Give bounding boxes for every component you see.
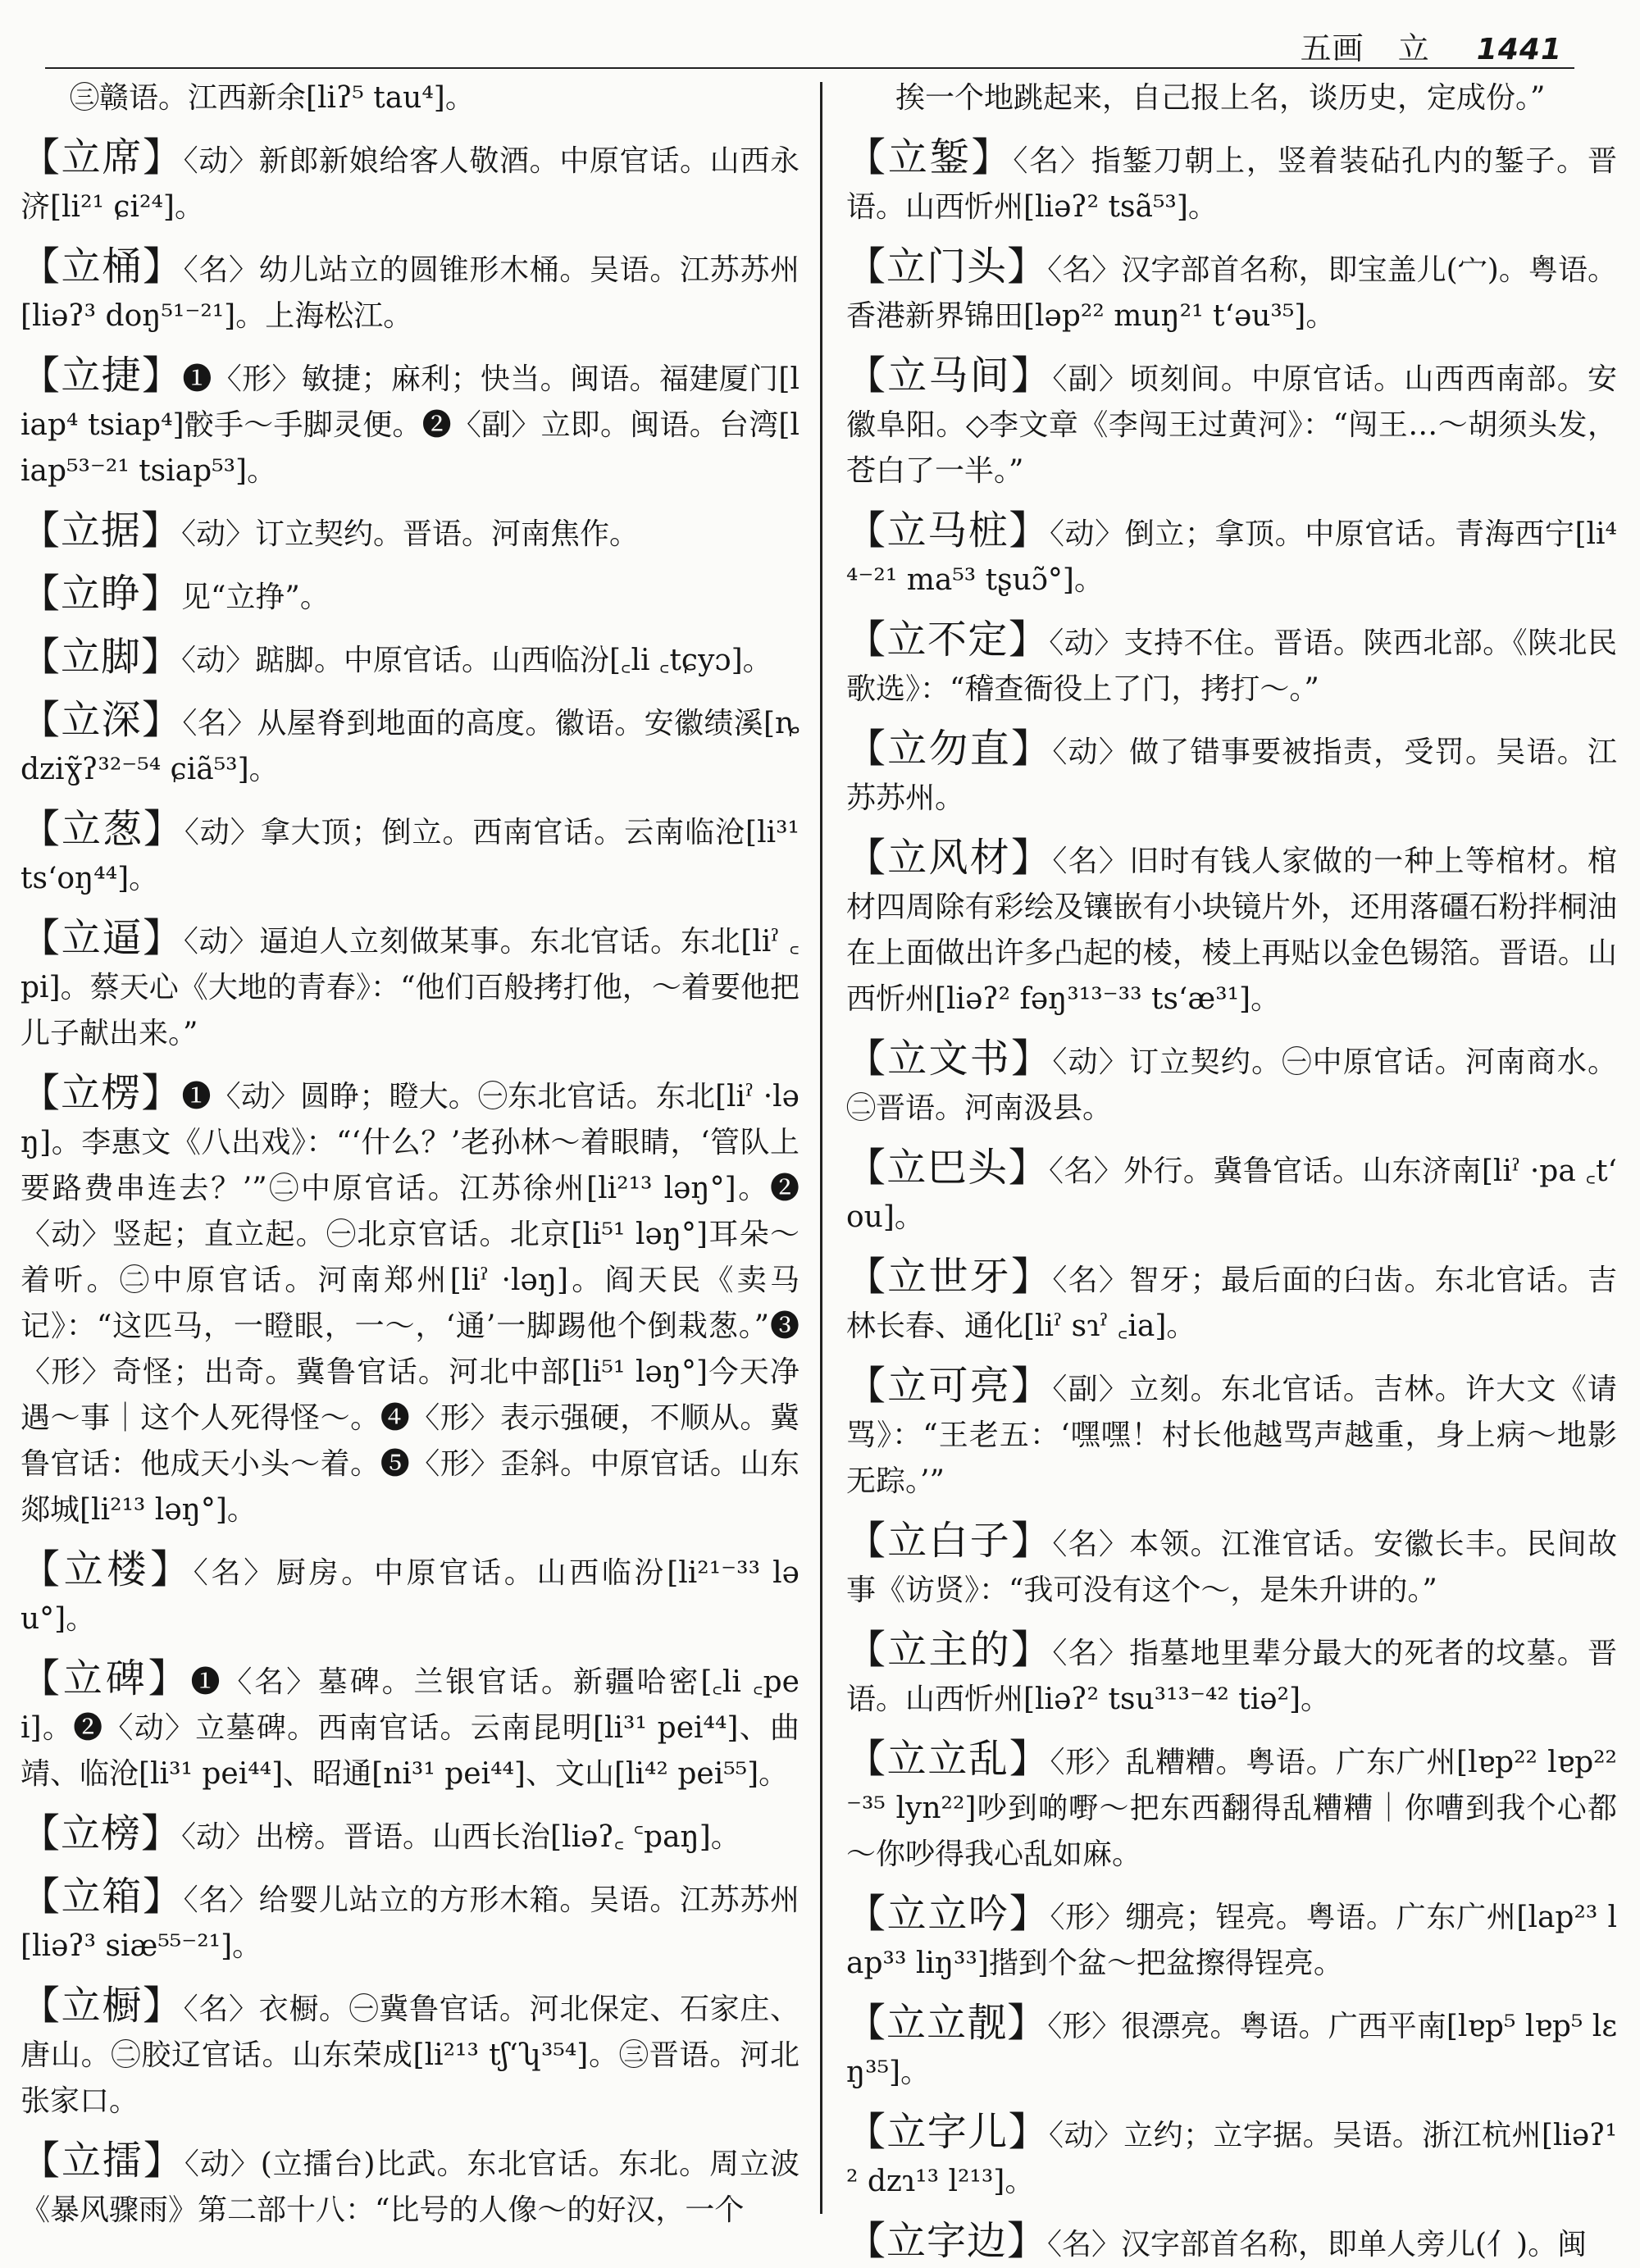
dictionary-entry: [846, 1254, 1617, 1350]
definition: 〈形〉很漂亮。粤语。广西平南[lɐp⁵ lɐp⁵ lɛŋ³⁵]。: [846, 2010, 1617, 2089]
definition: ❶〈形〉敏捷；麻利；快当。闽语。福建厦门[liap⁴ tsiap⁴]骹手～手脚灵便。❷〈副〉立即。闽语。台湾[liap⁵³⁻²¹ tsiap⁵³]。: [20, 362, 800, 488]
dictionary-entry: [846, 617, 1617, 713]
dictionary-entry: [846, 1036, 1617, 1132]
headword: 【立榜】: [20, 1810, 182, 1856]
definition: 〈名〉从屋脊到地面的高度。徽语。安徽绩溪[ȵdziɣ̃ʔ³²⁻⁵⁴ ɕiã⁵³]。: [20, 707, 800, 786]
definition: 〈名〉外行。冀鲁官话。山东济南[liˀ ·pa ꜀tʻou]。: [846, 1154, 1617, 1234]
headword: 【立逼】: [20, 915, 184, 961]
definition: 〈动〉逼迫人立刻做某事。东北官话。东北[liˀ ꜀pi]。蔡天心《大地的青春》：“他们百般拷打他，～着要他把儿子献出来。”: [20, 925, 800, 1050]
dictionary-entry: [846, 2109, 1617, 2205]
headword: 【立文书】: [846, 1036, 1053, 1082]
headword: 【立橱】: [20, 1983, 184, 2029]
definition: 〈动〉(立擂台)比武。东北官话。东北。周立波《暴风骤雨》第二部十八：“比号的人像～的好汉，一个: [20, 2147, 800, 2227]
left-column: [20, 75, 800, 2227]
headword: 【立风材】: [846, 835, 1053, 881]
definition: 〈动〉订立契约。晋语。河南焦作。: [181, 517, 640, 551]
dictionary-entry: [20, 915, 800, 1057]
dictionary-entry: [20, 2138, 800, 2234]
entry-list: [20, 134, 800, 2234]
dictionary-entry: [846, 1518, 1617, 1614]
entry-continuation: 挨一个地跳起来，自己报上名，谈历史，定成份。”: [895, 81, 1546, 115]
definition: ❶〈动〉圆睁；瞪大。㊀东北官话。东北[liˀ ·ləŋ]。李惠文《八出戏》：“‘什么？’老孙林～着眼睛，‘管队上要路费串连去？’”㊁中原官话。江苏徐州[li²¹³ ləŋ°]。❷〈动〉竖起；直立起。㊀北京官话。北京[li⁵¹ ləŋ°]耳朵～着听。㊁中原官话。河南郑州[liˀ ·ləŋ]。阎天民《卖马记》：“这匹马，一瞪眼，一～，‘通’一脚踢他个倒栽葱。”❸〈形〉奇怪；出奇。冀鲁官话。河北中部[li⁵¹ ləŋ°]今天净遇～事｜这个人死得怪～。❹〈形〉表示强硬，不顺从。冀鲁官话：他成天小头～着。❺〈形〉歪斜。中原官话。山东郯城[li²¹³ ləŋ°]。: [20, 1080, 800, 1527]
radical-label: 立: [1397, 30, 1430, 66]
headword: 【立马间】: [846, 353, 1053, 398]
definition: 〈副〉顷刻间。中原官话。山西西南部。安徽阜阳。◇李文章《李闯王过黄河》：“闯王…～胡须头发，苍白了一半。”: [846, 362, 1617, 488]
dictionary-entry: [20, 1546, 800, 1642]
definition: 〈名〉本领。江淮官话。安徽长丰。民间故事《访贤》：“我可没有这个～，是朱升讲的。”: [846, 1528, 1617, 1607]
dictionary-entry: [846, 1891, 1617, 1987]
dictionary-entry: [846, 134, 1617, 230]
definition: 〈动〉新郎新娘给客人敬酒。中原官话。山西永济[li²¹ ɕi²⁴]。: [20, 144, 800, 224]
headword: 【立马桩】: [846, 508, 1050, 553]
dictionary-entry: [20, 697, 800, 793]
dictionary-entry: [846, 835, 1617, 1022]
headword: 【立白子】: [846, 1518, 1053, 1564]
dictionary-entry: [846, 244, 1617, 339]
headword: 【立睁】: [20, 571, 182, 617]
dictionary-entry: [20, 244, 800, 339]
headword: 【立立靓】: [846, 2000, 1048, 2046]
definition: ❶〈名〉墓碑。兰银官话。新疆哈密[꜀li ꜀pei]。❷〈动〉立墓碑。西南官话。云南昆明[li³¹ pei⁴⁴]、曲靖、临沧[li³¹ pei⁴⁴]、昭通[ni³¹ pei⁴⁴]、文山[li⁴² pei⁵⁵]。: [20, 1665, 800, 1791]
headword: 【立据】: [20, 508, 182, 553]
headword: 【立桶】: [20, 244, 184, 289]
dictionary-entry: [846, 508, 1617, 603]
headword: 【立席】: [20, 134, 184, 180]
dictionary-entry: [20, 1874, 800, 1970]
definition: 〈名〉衣橱。㊀冀鲁官话。河北保定、石家庄、唐山。㊁胶辽官话。山东荣成[li²¹³ tʃʻʮ³⁵⁴]。㊂晋语。河北张家口。: [20, 1992, 800, 2118]
headword: 【立可亮】: [846, 1363, 1053, 1409]
definition: 〈动〉支持不住。晋语。陕西北部。《陕北民歌选》：“稽查衙役上了门，拷打～。”: [846, 626, 1617, 706]
definition: 〈名〉汉字部首名称，即单人旁儿(亻)。闽: [1047, 2228, 1588, 2261]
dictionary-entry: [846, 1736, 1617, 1878]
headword: 【立字儿】: [846, 2109, 1050, 2155]
definition: 〈名〉厨房。中原官话。山西临汾[li²¹⁻³³ ləu°]。: [20, 1556, 800, 1636]
dictionary-entry: [20, 1070, 800, 1533]
headword: 【立世牙】: [846, 1254, 1053, 1300]
headword: 【立錾】: [846, 134, 1014, 180]
definition: 〈名〉指墓地里辈分最大的死者的坟墓。晋语。山西忻州[liəʔ² tsu³¹³⁻⁴² tiə²]。: [846, 1637, 1617, 1716]
headword: 【立楼】: [20, 1546, 194, 1592]
headword: 【立楞】: [20, 1070, 182, 1116]
headword: 【立脚】: [20, 634, 182, 680]
definition: 〈名〉智牙；最后面的臼齿。东北官话。吉林长春、通化[liˀ sɿˀ ꜀ia]。: [846, 1264, 1617, 1343]
dictionary-entry: [846, 2000, 1617, 2096]
dictionary-entry: [20, 571, 800, 621]
dictionary-entry: [20, 353, 800, 494]
definition: 〈名〉给婴儿站立的方形木箱。吴语。江苏苏州[liəʔ³ siæ⁵⁵⁻²¹]。: [20, 1883, 800, 1963]
definition: 〈名〉汉字部首名称，即宝盖儿(宀)。粤语。香港新界锦田[ləp²² muŋ²¹ tʻəu³⁵]。: [846, 253, 1617, 333]
dictionary-entry: [20, 806, 800, 902]
dictionary-entry: [846, 2218, 1617, 2268]
headword: 【立字边】: [846, 2218, 1048, 2264]
definition: 〈名〉指錾刀朝上，竖着装砧孔内的錾子。晋语。山西忻州[liəʔ² tsã⁵³]。: [846, 144, 1617, 224]
definition: 〈形〉乱糟糟。粤语。广东广州[lɐp²² lɐp²²⁻³⁵ lyn²²]吵到啲嘢～把东西翻得乱糟糟｜你嘈到我个心都～你吵得我心乱如麻。: [846, 1746, 1617, 1871]
definition: 〈动〉做了错事要被指责，受罚。吴语。江苏苏州。: [846, 736, 1617, 815]
headword: 【立不定】: [846, 617, 1050, 663]
definition: 〈动〉立约；立字据。吴语。浙江杭州[liəʔ¹² dzɿ¹³ l²¹³]。: [846, 2119, 1617, 2198]
page-number: 1441: [1476, 33, 1562, 66]
dictionary-entry: [20, 1983, 800, 2125]
entry-list: [846, 134, 1617, 2268]
headword: 【立主的】: [846, 1627, 1053, 1673]
headword: 【立擂】: [20, 2138, 184, 2184]
headword: 【立葱】: [20, 806, 184, 852]
dictionary-entry: [20, 1810, 800, 1860]
column-divider: [820, 82, 822, 2214]
definition: 〈动〉拿大顶；倒立。西南官话。云南临沧[li³¹ tsʻoŋ⁴⁴]。: [20, 816, 800, 895]
headword: 【立箱】: [20, 1874, 184, 1920]
definition: 〈动〉出榜。晋语。山西长治[liəʔ꜀ ꜂paŋ]。: [181, 1820, 740, 1854]
header-rule: [45, 67, 1574, 69]
dictionary-entry: [20, 634, 800, 684]
headword: 【立门头】: [846, 244, 1048, 289]
dictionary-entry: [20, 134, 800, 230]
headword: 【立碑】: [20, 1655, 191, 1701]
definition: 〈形〉绷亮；锃亮。粤语。广东广州[lap²³ lap³³ liŋ³³]揩到个盆～把盆擦得锃亮。: [846, 1901, 1617, 1980]
dictionary-entry: [846, 1363, 1617, 1505]
entry-continuation: ㊂赣语。江西新余[liʔ⁵ tau⁴]。: [70, 81, 475, 115]
headword: 【立立吟】: [846, 1891, 1050, 1937]
definition: 〈动〉踮脚。中原官话。山西临汾[꜀li ꜀tɕyɔ]。: [181, 644, 772, 677]
headword: 【立巴头】: [846, 1145, 1049, 1191]
dictionary-entry: [846, 1145, 1617, 1241]
headword: 【立捷】: [20, 353, 183, 398]
definition: 〈动〉订立契约。㊀中原官话。河南商水。㊁晋语。河南汲县。: [846, 1045, 1617, 1125]
running-header: [1278, 23, 1562, 68]
definition: 〈名〉旧时有钱人家做的一种上等棺材。棺材四周除有彩绘及镶嵌有小块镜片外，还用落礓石粉拌桐油在上面做出许多凸起的棱，棱上再贴以金色锡箔。晋语。山西忻州[liəʔ² fəŋ³¹³⁻³³ tsʻæ³¹]。: [846, 845, 1617, 1016]
definition: 〈动〉倒立；拿顶。中原官话。青海西宁[li⁴⁴⁻²¹ ma⁵³ tʂuɔ̃°]。: [846, 517, 1617, 597]
section-label: 五画: [1300, 30, 1364, 66]
dictionary-entry: [846, 726, 1617, 822]
right-column: [846, 75, 1617, 2264]
dictionary-entry: [20, 1655, 800, 1797]
definition: 〈副〉立刻。东北官话。吉林。许大文《请骂》：“王老五：‘嘿嘿！村长他越骂声越重，身上病～地影无踪。’”: [846, 1373, 1617, 1498]
definition: 〈名〉幼儿站立的圆锥形木桶。吴语。江苏苏州[liəʔ³ doŋ⁵¹⁻²¹]。上海松江。: [20, 253, 800, 333]
definition: 见“立挣”。: [181, 581, 330, 614]
dictionary-entry: [846, 1627, 1617, 1723]
dictionary-entry: [20, 508, 800, 558]
headword: 【立勿直】: [846, 726, 1053, 772]
headword: 【立深】: [20, 697, 183, 743]
headword: 【立立乱】: [846, 1736, 1050, 1782]
dictionary-entry: [846, 353, 1617, 494]
